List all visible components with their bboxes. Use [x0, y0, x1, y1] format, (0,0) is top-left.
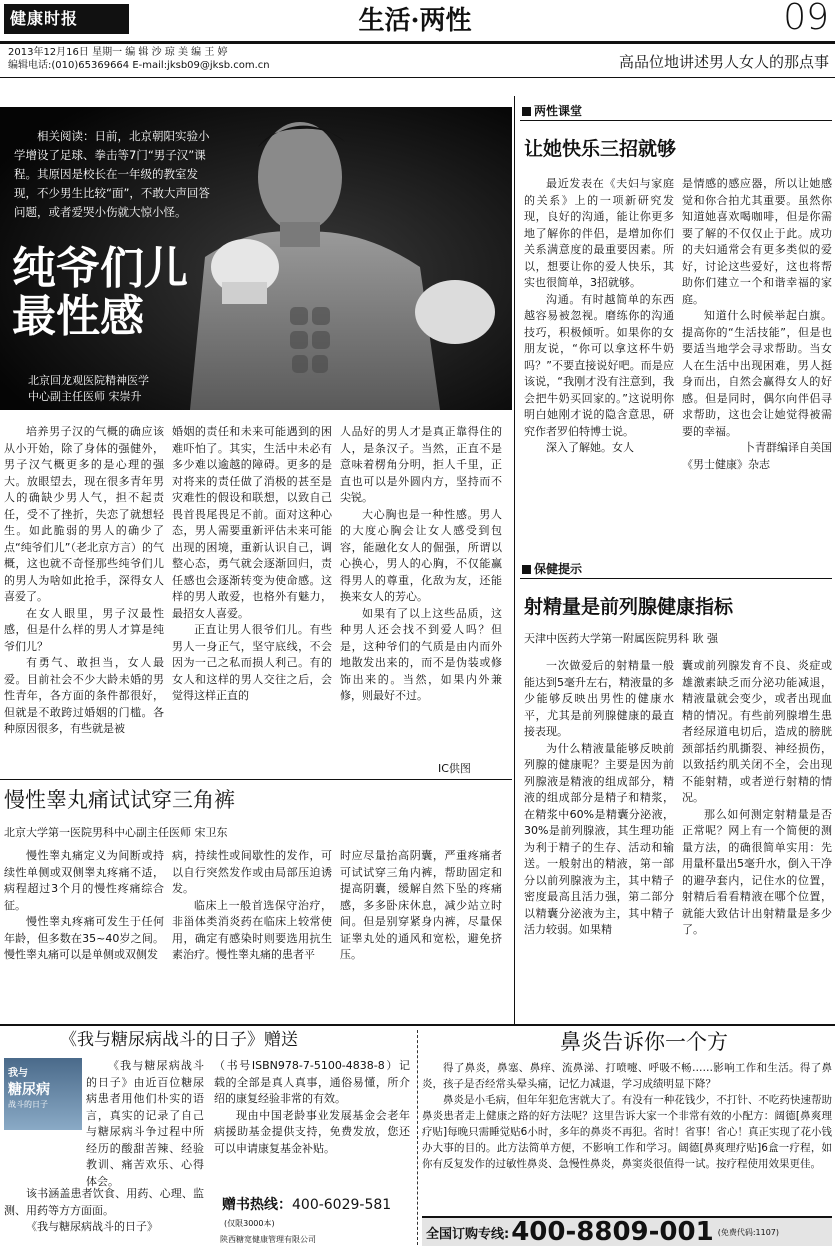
paragraph: 该书涵盖患者饮食、用药、心理、监测、用药等方方面面。	[4, 1187, 204, 1217]
paragraph: 病，持续性或间歇性的发作，可以自行突然发作或由局部压迫诱发。	[172, 849, 332, 895]
issue-info	[8, 46, 270, 72]
paragraph: 沟通。有时越简单的东西越容易被忽视。磨练你的沟通技巧，积极倾听。如果你的女朋友说，“你可以拿这杯牛奶吗？”不要直接说好吧。而是应该说，“我刚才没有注意到，我会把牛奶买回家的。”这说明你明白她刚才说的隐含意思，研究作者罗伯特博士说。	[524, 292, 674, 438]
cover-byline	[28, 373, 149, 405]
paragraph: 《我与糖尿病战斗的日子》由近百位糖尿病患者用他们朴实的语言，真实的记录了自己与糖尿病斗争过程中所经历的酸甜苦辣、经验教训、痛苦欢乐、心得体会。	[86, 1059, 204, 1188]
paragraph: 人品好的男人才是真正靠得住的人，是条汉子。当然，正直不是意味着楞角分明，拒人千里，正直也可以是外圆内方，坚持而不尖锐。	[340, 425, 502, 504]
paragraph: 那么如何测定射精量是否正常呢？网上有一个简便的测量方法，的确很简单实用：先用量杯量出5毫升水，倒入干净的避孕套内，记住水的位置，射精后看看精液在哪个位置，就能大致估计出射精量是多少了。	[682, 807, 832, 936]
order-label: 全国订购专线:	[426, 1226, 510, 1242]
order-code: (免费代码:1107)	[717, 1227, 779, 1237]
tag-rule	[520, 120, 832, 121]
orchitis-column-1	[4, 848, 164, 964]
cover-headline-line-1: 纯爷们儿	[12, 243, 188, 294]
paragraph: 如果有了以上这些品质，这种男人还会找不到爱人吗？但是，这种爷们的气质是由内而外地散发出来的，而不是伪装或修饰出来的。当然，如果内外兼修，则最好不过。	[340, 606, 502, 702]
health-tip-column-1	[524, 658, 674, 939]
paragraph: （书号ISBN978-7-5100-4838-8）记载的全部是真人真事，通俗易懂，所介绍的康复经验非常的有效。	[214, 1059, 410, 1105]
sex-class-column-2	[682, 176, 832, 473]
section-title: 生活·两性	[358, 6, 472, 36]
paragraph: 慢性睾丸疼痛可发生于任何年龄，但多数在35~40岁之间。慢性睾丸痛可以是单侧或双侧发	[4, 915, 164, 961]
paragraph: 婚姻的责任和未来可能遇到的困难吓怕了。其实，生活中未必有多少难以逾越的障碍。更多的是对将来的责任做了消极的甚至是灾难性的假设和联想，以致自己畏首畏尾畏足不前。面对这种心态，男人需要重新评估未来可能出现的困境，重新认识自己，调整心态，勇气就会逐渐回归，责任感也会逐渐转变为使命感。这样的男人敢爱，也格外有魅力，最招女人喜爱。	[172, 425, 332, 620]
ads-dashed-divider	[417, 1030, 418, 1245]
ads-divider	[0, 1024, 835, 1026]
book-cover-text: 战斗的日子	[8, 1100, 48, 1109]
hotline-label: 赠书热线：	[222, 1197, 292, 1213]
book-cover-text: 糖尿病	[8, 1082, 50, 1098]
paragraph: 深入了解她。女人	[546, 441, 634, 454]
photo-intro-text: 相关阅读：日前，北京朝阳实验小学增设了足球、拳击等7门“男子汉”课程。其原因是校长在一年级的教室发现，不少男生比较“面”，不敢大声回答问题，或者爱哭小伤就大惊小怪。	[14, 129, 210, 219]
book-ad-column-1-rest	[4, 1186, 204, 1236]
rhinitis-ad-title: 鼻炎告诉你一个方	[560, 1030, 728, 1054]
book-ad-title: 《我与糖尿病战斗的日子》赠送	[60, 1030, 298, 1050]
orchitis-column-3	[340, 848, 502, 964]
cover-story-column-1	[4, 424, 164, 738]
paragraph: 一次做爱后的射精量一般能达到5毫升左右，精液量的多少能够反映出男性的健康水平，尤其是前列腺健康的最直接表现。	[524, 659, 674, 738]
tag-label: 保健提示	[534, 562, 583, 576]
column-rule	[514, 96, 515, 1024]
order-phone: 400-8809-001	[511, 1217, 714, 1247]
rhinitis-ad-body	[422, 1060, 832, 1172]
paragraph: 时应尽量抬高阴囊，严重疼痛者可试试穿三角内裤，帮助固定和提高阴囊，缓解自然下坠的疼痛感，多多卧床休息，减少站立时间。但是别穿紧身内裤，尽量保证睾丸处的通风和宽松，避免挤压。	[340, 849, 502, 961]
book-hotline	[222, 1194, 391, 1214]
health-tip-column-2	[682, 658, 832, 939]
newspaper-logo: 健康时报	[4, 4, 129, 34]
square-bullet-icon	[522, 565, 531, 574]
masthead-rule	[0, 41, 835, 44]
cover-story-column-3	[340, 424, 502, 705]
page-number: 09	[783, 0, 829, 38]
cover-photo	[0, 107, 512, 410]
book-cover-image	[4, 1058, 82, 1130]
translator-credit: 卜青群编译自美国	[744, 441, 832, 454]
byline-author: 中心副主任医师 宋崇升	[28, 390, 142, 403]
book-limit: (仅限3000本)	[224, 1219, 275, 1228]
paragraph: 大心胸也是一种性感。男人的大度心胸会让女人感受到包容，能融化女人的倔强，所谓以心换心，男人的心胸，不仅能赢得男人的尊重，化敌为友，还能换来女人的芳心。	[340, 507, 502, 603]
paragraph: 得了鼻炎，鼻塞、鼻痒、流鼻涕、打喷嚏、呼吸不畅……影响工作和生活。得了鼻炎，孩子是否经常头晕头痛，记忆力减退，学习成绩明显下降？	[422, 1062, 832, 1090]
source-credit: 《男士健康》杂志	[682, 457, 770, 471]
paragraph: 培养男子汉的气概的确应该从小开始，除了身体的强健外，男子汉气概更多的是心理的强大。放眼望去，现在很多青年男人的确缺少男人气，担不起责任，受不了挫折，失恋了就想轻生。如此脆弱的男人的确少了点“纯爷们儿”（老北京方言）的气概，这也就不奇怪那些纯爷们儿的男人为啥如此抢手，深得女人喜爱了。	[4, 425, 164, 603]
order-bar	[422, 1216, 832, 1246]
paragraph: 正直让男人很爷们儿。有些男人一身正气，坚守底线，不会因为一己之私而损人利己。有的女人和这样的男人交往之后，会觉得这样正直的	[172, 623, 332, 702]
cover-story-column-2	[172, 424, 332, 705]
contact-line: 编辑电话:(010)65369664 E-mail:jksb09@jksb.com.cn	[8, 60, 270, 71]
health-tip-title: 射精量是前列腺健康指标	[524, 596, 734, 618]
cover-headline-line-2: 最性感	[12, 291, 144, 342]
book-publisher: 陕西糖宽健康管理有限公司	[220, 1235, 316, 1244]
paragraph: 最近发表在《夫妇与家庭的关系》上的一项新研究发现，良好的沟通，能让你更多地了解你的伴侣，是增加你们关系满意度的最重要因素。所以，想要让你的爱人快乐，其实也很简单，3招就够。	[524, 177, 674, 289]
paragraph: 在女人眼里，男子汉最性感，但是什么样的男人才算是纯爷们儿？	[4, 606, 164, 653]
tag-rule	[520, 578, 832, 579]
paragraph: 临床上一般首选保守治疗，非甾体类消炎药在临床上较常使用，确定有感染时则要选用抗生素治疗。慢性睾丸痛的患者平	[172, 898, 332, 961]
orchitis-byline: 北京大学第一医院男科中心副主任医师 宋卫东	[4, 826, 228, 839]
book-ad-column-2	[214, 1058, 410, 1157]
paragraph: 为什么精液量能够反映前列腺的健康呢？主要是因为前列腺液是精液的组成部分，精液的组成部分是精子和精浆，在精浆中60%是精囊分泌液，30%是前列腺液，其生理功能为利于精子的生存、活动和输送。一般射出的精液，第一部分以前列腺液为主，其中精子密度最高且活力强，第二部分以精囊分泌液为主，其中精子活力较弱。如果精	[524, 741, 674, 936]
paragraph: 知道什么时候举起白旗。提高你的“生活技能”，但是也要适当地学会寻求帮助。当女人在生活中出现困难，男人挺身而出，自然会赢得女人的好感。但是同时，偶尔向伴侣寻求帮助，这也会让她觉得被需要的幸福。	[682, 309, 832, 438]
paragraph: 鼻炎是小毛病，但年年犯危害就大了。有没有一种花钱少，不打针、不吃药快速帮助鼻炎患者走上健康之路的好方法呢？这里告诉大家一个非常有效的小配方：阔德[鼻爽理疗贴]每晚只需睡觉贴6小时，多年的鼻炎不再犯。省时！省事！省心！真正实现了花小钱办大事的目的。此方法简单方便，不影响工作和学习。阔德[鼻爽理疗贴]6盒一疗程，如你有反复发作的过敏性鼻炎、急慢性鼻炎，鼻窦炎很值得一试。按疗程使用效果更佳。	[422, 1094, 832, 1170]
book-cover-text: 我与	[8, 1068, 28, 1079]
photo-credit: IC供图	[438, 762, 471, 775]
tag-label: 两性课堂	[534, 104, 583, 118]
orchitis-column-2	[172, 848, 332, 964]
sex-class-tag	[522, 102, 582, 119]
byline-affiliation: 北京回龙观医院精神医学	[28, 374, 149, 387]
paragraph: 有勇气、敢担当，女人最爱。目前社会不少大龄未婚的男性青年，各方面的条件都很好，但就是不敢跨过婚姻的门槛。各种原因很多，有些就是被	[4, 656, 164, 735]
slogan: 高品位地讲述男人女人的那点事	[618, 53, 829, 71]
paragraph: 囊或前列腺发育不良、炎症或雄激素缺乏而分泌功能减退，精液量就会变少，或者出现血精的情况。有些前列腺增生患者经尿道电切后，造成的膀胱颈部括约肌撕裂、神经损伤，以致括约肌关闭不全，会出现不能射精，或者逆行射精的情况。	[682, 659, 832, 804]
book-ad-column-1	[86, 1058, 204, 1190]
paragraph: 《我与糖尿病战斗的日子》	[26, 1220, 158, 1233]
sex-class-title: 让她快乐三招就够	[524, 138, 677, 160]
header-rule	[0, 77, 835, 78]
health-tip-byline: 天津中医药大学第一附属医院男科 耿 强	[524, 632, 718, 645]
date-line: 2013年12月16日 星期一 编 辑 沙 琼 美 编 王 婷	[8, 47, 228, 58]
paragraph: 现由中国老龄事业发展基金会老年病援助基金提供支持，免费发放，您还可以申请康复基金补贴。	[214, 1108, 410, 1155]
square-bullet-icon	[522, 107, 531, 116]
paragraph: 是情感的感应器，所以让她感觉和你合拍尤其重要。虽然你知道她喜欢喝咖啡，但是你需要了解的不仅仅止于此。成功的夫妇通常会有更多类似的爱好，讨论这些爱好，这也将帮助你们建立一个和谐幸福的家庭。	[682, 177, 832, 306]
sex-class-column-1	[524, 176, 674, 457]
health-tip-tag	[522, 560, 582, 577]
paragraph: 慢性睾丸痛定义为间断或持续性单侧或双侧睾丸疼痛不适，病程超过3个月的慢性疼痛综合征。	[4, 849, 164, 912]
section-divider	[0, 779, 512, 780]
hotline-number: 400-6029-581	[292, 1197, 392, 1213]
orchitis-title: 慢性睾丸痛试试穿三角裤	[4, 788, 235, 812]
